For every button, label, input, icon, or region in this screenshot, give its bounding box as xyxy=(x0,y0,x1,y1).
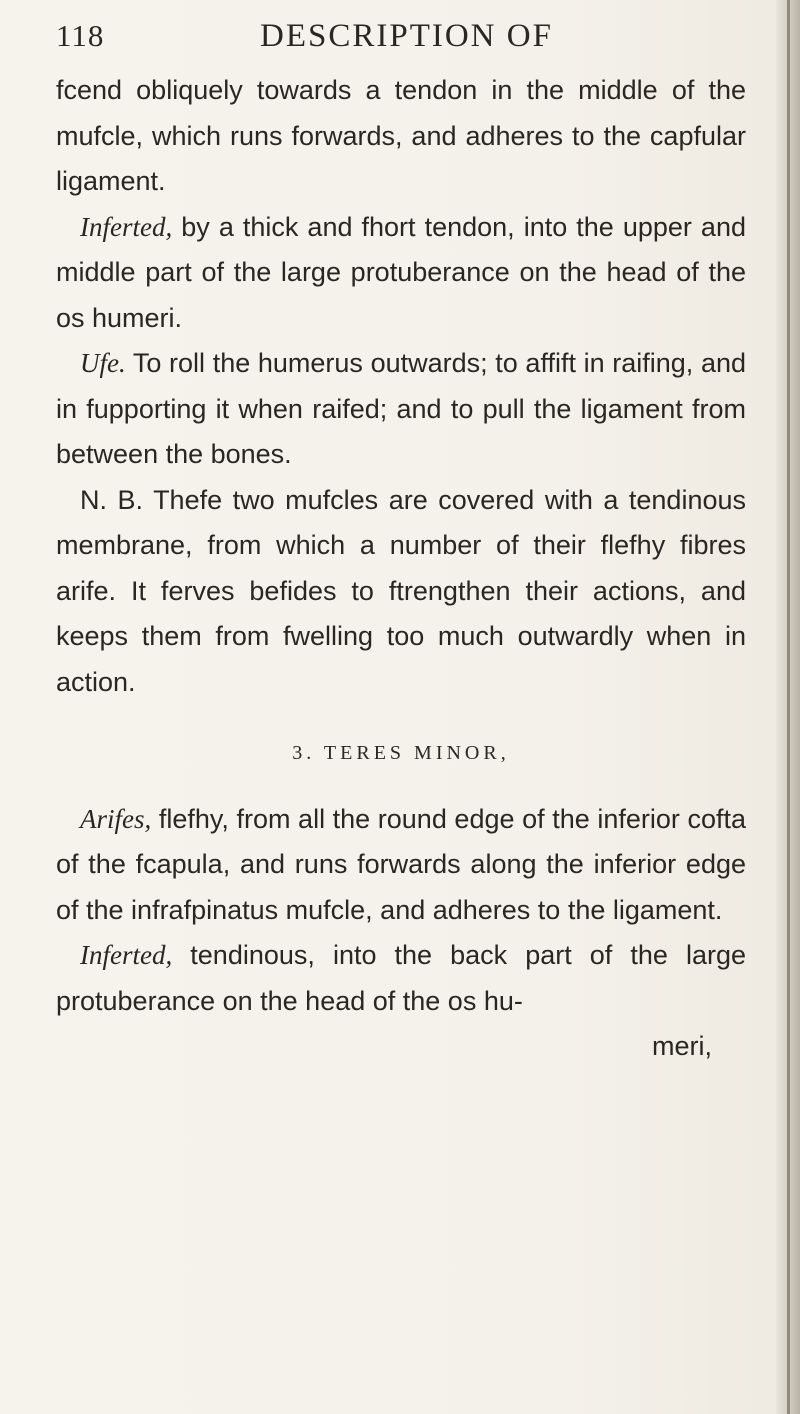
paragraph-lead-word: Inferted, xyxy=(80,940,173,970)
paragraph-text: by a thick and fhort tendon, into the upper and middle part of the large protuberance on the head of the os humeri. xyxy=(56,211,746,333)
page-edge-line xyxy=(787,0,790,1414)
paragraph-continuation: fcend obliquely towards a tendon in the middle of the mufcle, which runs forwards, and adheres to the capfular ligament. xyxy=(56,75,746,196)
page-number: 118 xyxy=(56,18,105,53)
paragraph-text: To roll the humerus outwards; to affift in raifing, and in fupporting it when raifed; and to pull the ligament from between the bones. xyxy=(56,348,746,469)
running-head: DESCRIPTION OF xyxy=(260,18,553,54)
paragraph-inserted-tendinous xyxy=(56,933,746,1024)
paragraph-text: tendinous, into the back part of the large protuberance on the head of the os hu- xyxy=(56,940,746,1016)
catchword: meri, xyxy=(652,1031,712,1061)
paragraph-text: flefhy, from all the round edge of the inferior cofta of the fcapula, and runs forwards along the inferior edge of the infrafpinatus mufcle, and adheres to the ligament. xyxy=(56,803,746,925)
paragraph-lead-word: Inferted, xyxy=(80,211,173,242)
paragraph-arises xyxy=(56,797,746,934)
paragraph-lead-word: Arifes, xyxy=(80,803,152,834)
paragraph-nota-bene: N. B. Thefe two mufcles are covered with a tendinous membrane, from which a number of their flefhy fibres arife. It ferves befides to ftrengthen their actions, and keeps them from fwelling too much outwardly when in action. xyxy=(56,484,746,697)
paragraph-use xyxy=(56,341,746,478)
paragraph-inserted xyxy=(56,205,746,342)
page-body xyxy=(56,68,746,1070)
section-heading: 3. TERES MINOR, xyxy=(292,742,510,764)
paragraph-lead-word: Ufe. xyxy=(80,348,126,378)
page-header xyxy=(56,18,746,58)
